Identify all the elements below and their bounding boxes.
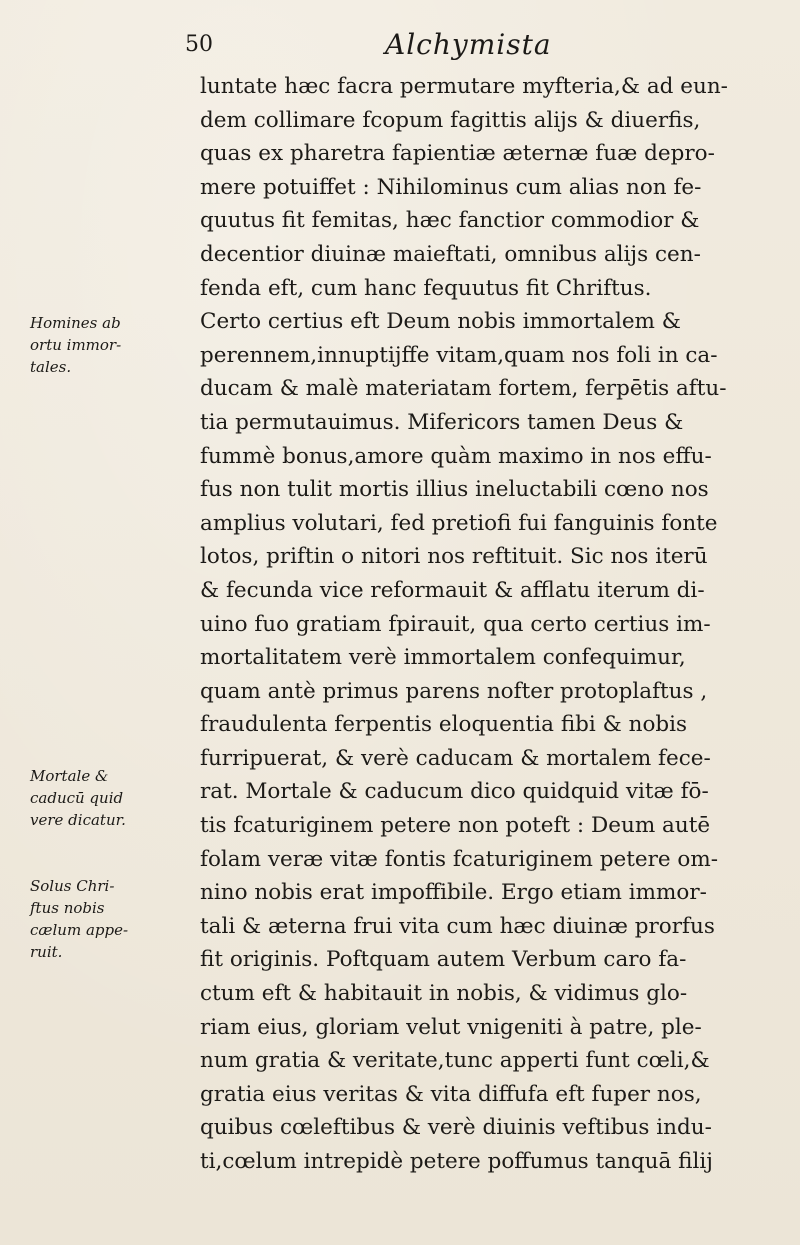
margin-note-line: vere dicatur. [30,811,126,829]
text-line: quas ex pharetra fapientiæ æternæ fuæ depro- [200,141,715,167]
text-line: gratia eius veritas & vita diffufa eft fuper nos, [200,1081,702,1107]
text-line: furripuerat, & verè caducam & mortalem fece- [200,745,711,771]
text-line: num gratia & veritate,tunc apperti funt cœli,& [200,1048,710,1074]
margin-note-line: Homines ab [30,314,121,332]
text-line: Certo certius eft Deum nobis immortalem & [200,309,681,335]
margin-note-mortal [30,765,190,831]
text-line: dem collimare fcopum fagittis alijs & diuerfis, [200,107,701,133]
page-number: 50 [185,32,213,57]
text-line: nino nobis erat impoffibile. Ergo etiam immor- [200,880,707,906]
margin-note-line: tales. [30,358,72,376]
margin-note-line: cælum appe- [30,921,129,939]
text-line: quutus fit femitas, hæc fanctior commodior & [200,208,700,234]
text-line: & fecunda vice reformauit & afflatu iterum di- [200,577,705,603]
page-header [185,28,745,62]
text-line: folam veræ vitæ fontis fcaturiginem petere om- [200,846,719,872]
text-line: ctum eft & habitauit in nobis, & vidimus glo- [200,981,688,1007]
text-line: luntate hæc facra permutare myfteria,& ad eun- [200,74,728,99]
text-line: fenda eft, cum hanc fequutus fit Chriftus. [200,275,652,301]
text-line: ducam & malè materiatam fortem, ferpētis aftu- [200,376,727,402]
text-line: mere potuiffet : Nihilominus cum alias non fe- [200,174,702,200]
text-line: fus non tulit mortis illius ineluctabili cœno nos [200,477,709,503]
text-line: rat. Mortale & caducum dico quidquid vitæ fō- [200,779,709,805]
margin-note-line: ruit. [30,943,63,961]
text-line: amplius volutari, fed pretiofi fui fanguinis fonte [200,510,718,536]
text-line: mortalitatem verè immortalem confequimur, [200,645,686,671]
text-line: ti,cœlum intrepidè petere poffumus tanquā filij [200,1149,713,1174]
text-line: quam antè primus parens nofter protoplaftus , [200,678,708,704]
margin-note-christ [30,875,190,963]
margin-note-line: Solus Chri- [30,877,115,895]
margin-note-line: caducū quid [30,789,124,807]
text-line: decentior diuinæ maieftati, omnibus alijs cen- [200,241,701,267]
text-line: lotos, priftin o nitori nos reftituit. Sic nos iterū [200,544,708,570]
margin-note-line: ortu immor- [30,336,122,354]
text-line: tali & æterna frui vita cum hæc diuinæ prorfus [200,913,715,939]
text-line: uino fuo gratiam fpirauit, qua certo certius im- [200,611,711,637]
text-line: tis fcaturiginem petere non poteft : Deum autē [200,813,711,839]
text-line: tia permutauimus. Mifericors tamen Deus & [200,409,684,435]
main-text-block [200,70,760,1179]
text-line: quibus cœleftibus & verè diuinis veftibus indu- [200,1115,712,1141]
text-line: perennem,innuptijffe vitam,quam nos foli in ca- [200,342,718,368]
margin-note-line: Mortale & [30,767,109,785]
text-line: riam eius, gloriam velut vnigeniti à patre, ple- [200,1014,702,1040]
text-line: fit originis. Poftquam autem Verbum caro fa- [200,947,687,973]
running-title: Alchymista [385,28,552,61]
margin-note-immortal [30,312,190,378]
text-line: fraudulenta ferpentis eloquentia fibi & nobis [200,712,688,738]
margin-note-line: ftus nobis [30,899,105,917]
text-line: fummè bonus,amore quàm maximo in nos effu- [200,443,712,469]
